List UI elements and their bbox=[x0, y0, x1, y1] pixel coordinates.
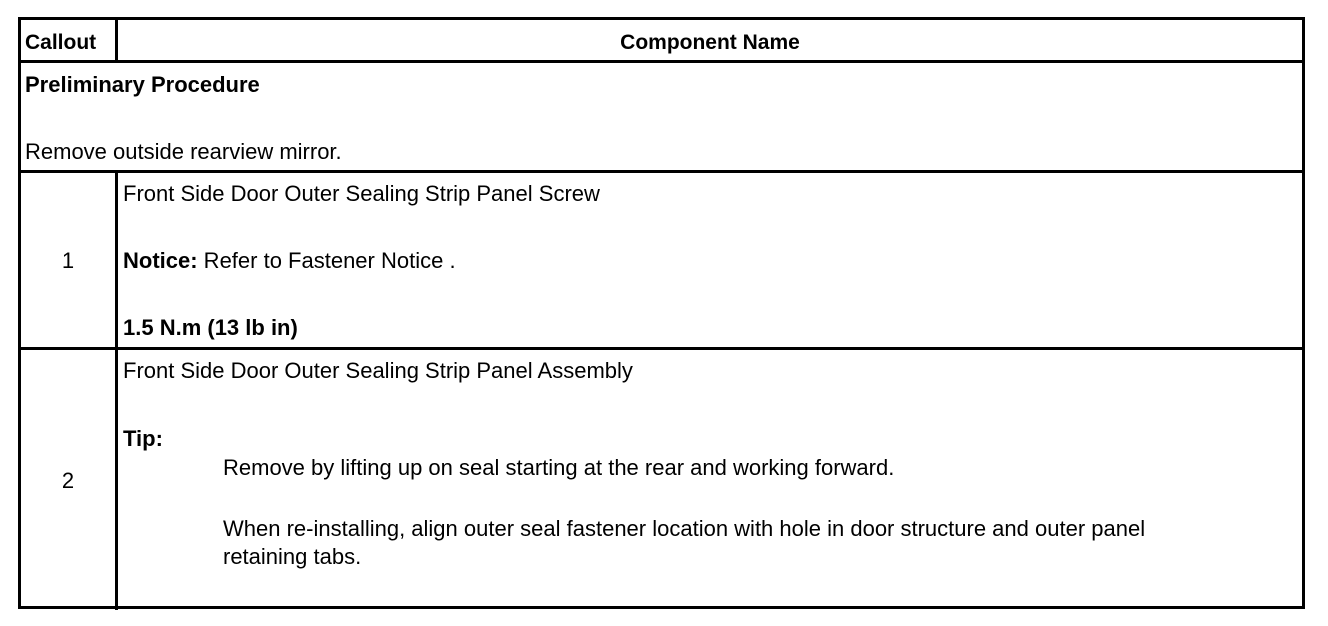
notice-line bbox=[123, 248, 456, 274]
callout-number: 1 bbox=[61, 248, 75, 273]
tip-text: Remove by lifting up on seal starting at the rear and working forward. bbox=[223, 455, 895, 480]
callout-header: Callout bbox=[25, 31, 97, 54]
notice-text: Refer to Fastener Notice . bbox=[197, 248, 456, 273]
component-name: Front Side Door Outer Sealing Strip Panel Screw bbox=[123, 181, 600, 206]
preliminary-text: Remove outside rearview mirror. bbox=[25, 139, 342, 164]
torque-spec: 1.5 N.m (13 lb in) bbox=[123, 315, 298, 340]
procedure-table bbox=[18, 17, 1305, 609]
notice-label: Notice: bbox=[123, 248, 198, 273]
tip-label: Tip: bbox=[123, 426, 163, 451]
header-divider bbox=[21, 60, 1302, 63]
row-divider bbox=[21, 170, 1302, 173]
tip-text: When re-installing, align outer seal fastener location with hole in door structure and outer panel bbox=[223, 516, 1146, 541]
column-divider bbox=[115, 170, 118, 610]
tip-text: retaining tabs. bbox=[223, 544, 362, 569]
preliminary-title: Preliminary Procedure bbox=[25, 72, 260, 97]
component-name-header: Component Name bbox=[620, 31, 800, 54]
component-name: Front Side Door Outer Sealing Strip Panel Assembly bbox=[123, 358, 633, 383]
callout-number: 2 bbox=[61, 468, 75, 493]
row-divider bbox=[21, 347, 1302, 350]
